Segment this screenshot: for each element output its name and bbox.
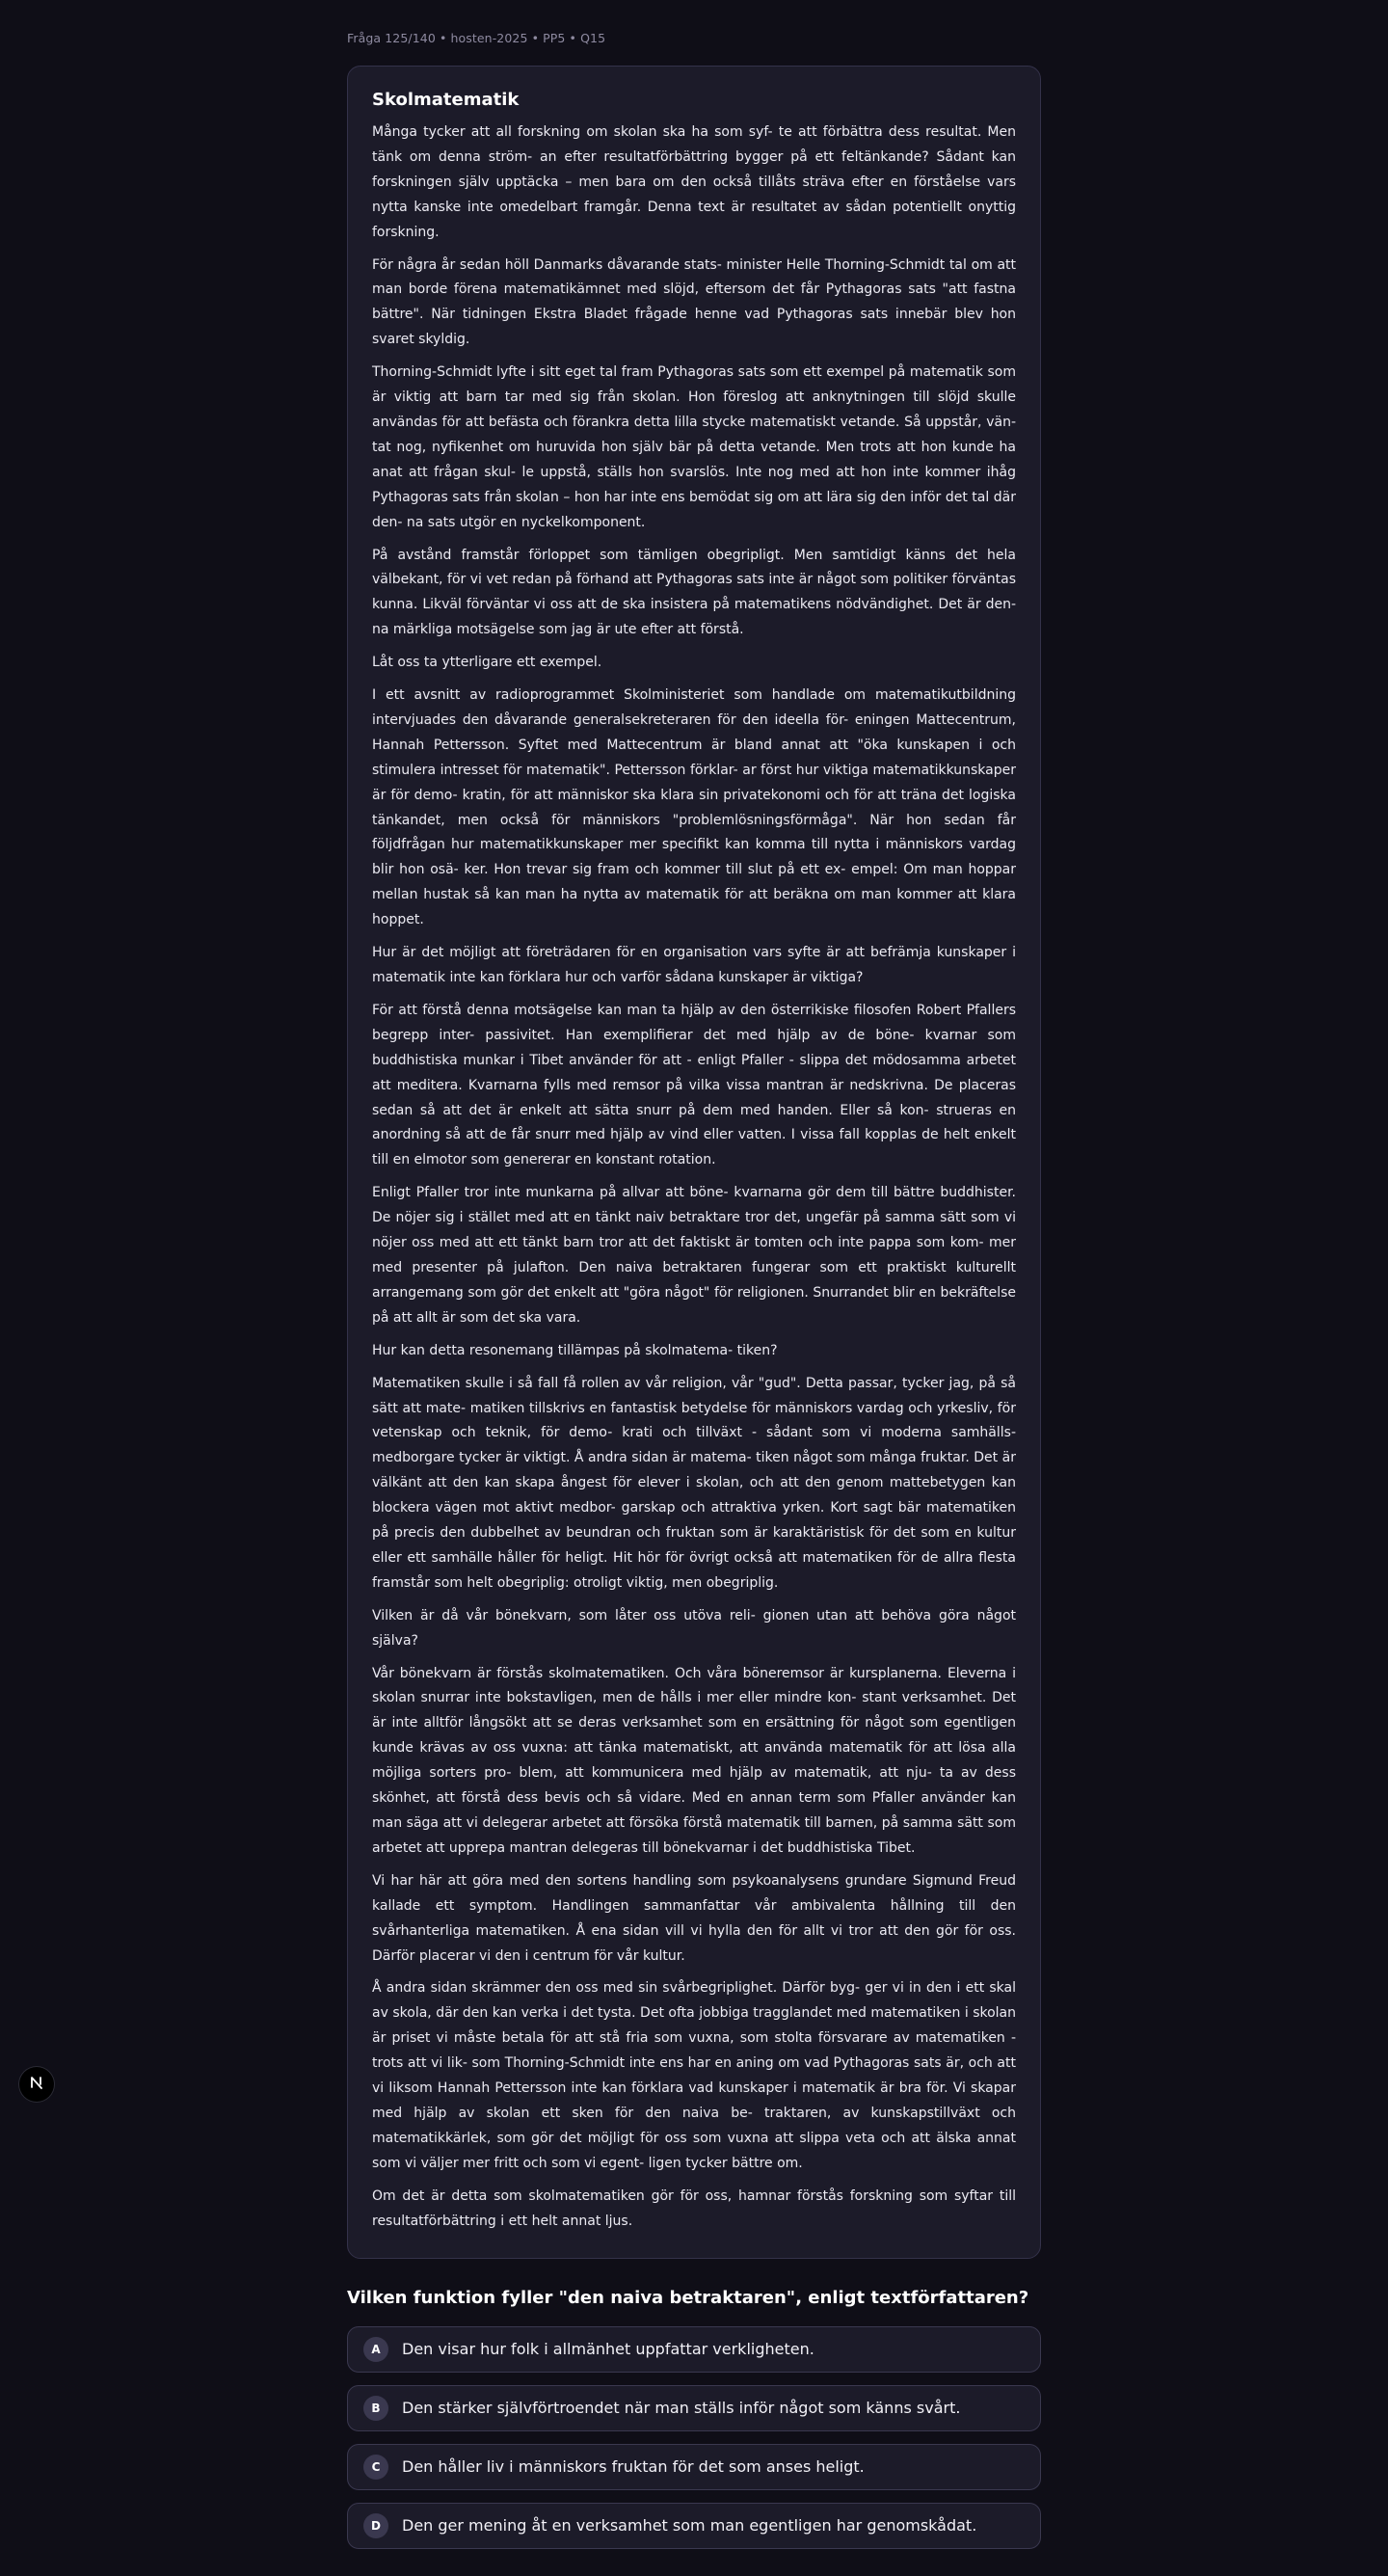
passage-paragraph: För att förstå denna motsägelse kan man ta hjälp av den österrikiske filosofen Robert Pfallers begrepp inter- passivitet. Han exemplifierar det med hjälp av de böne- kvarnar som buddhistiska munkar i Tibet använder för att - enligt Pfaller - slippa det mödosamma arbetet att meditera. Kvarnarna fylls med remsor på vilka vissa mantran är nedskrivna. De placeras sedan så att det är enkelt att sätta snurr på dem med handen. Eller så kon- strueras en anordning så att de får snurr med hjälp av vind eller vatten. I vissa fall kopplas de helt enkelt till en elmotor som genererar en konstant rotation. [372, 1002, 1016, 1168]
answer-options [347, 2326, 1041, 2549]
option-text: Den ger mening åt en verksamhet som man egentligen har genomskådat. [402, 2516, 977, 2535]
option-b[interactable] [347, 2385, 1041, 2431]
passage-paragraph: I ett avsnitt av radioprogrammet Skolministeriet som handlade om matematikutbildning intervjuades den dåvarande generalsekreteraren för den ideella för- eningen Mattecentrum, Hannah Pettersson. Syftet med Mattecentrum är bland annat att "öka kunskapen i och stimulera intresset för matematik". Pettersson förklar- ar först hur viktiga matematikkunskaper är för demo- kratin, för att människor ska klara sin privatekonomi och för att träna det logiska tänkandet, men också för människors "problemlösningsförmåga". När hon sedan får följdfrågan hur matematikkunskaper mer specifikt kan komma till nytta i människors vardag blir hon osä- ker. Hon trevar sig fram och kommer till slut på ett ex- empel: Om man hoppar mellan hustak så kan man ha nytta av matematik för att beräkna om man kommer att klara hoppet. [372, 687, 1016, 928]
passage-paragraph: Många tycker att all forskning om skolan ska ha som syf- te att förbättra dess resultat. Men tänk om denna ström- an efter resultatförbättring bygger på ett feltänkande? Sådant kan forskningen själv upptäcka – men bara om den också tillåts sträva efter en förståelse vars nytta kanske inte omedelbart framgår. Denna text är resultatet av sådan potentiellt onyttig forskning. [372, 124, 1016, 240]
passage-title: Skolmatematik [372, 90, 520, 110]
option-a[interactable] [347, 2326, 1041, 2373]
next-logo-button[interactable] [19, 2067, 54, 2102]
next-logo-icon [28, 2074, 45, 2095]
passage-paragraph: Hur är det möjligt att företrädaren för en organisation vars syfte är att befrämja kunskaper i matematik inte kan förklara hur och varför sådana kunskaper är viktiga? [372, 945, 1016, 985]
page-container [347, 0, 1041, 2562]
question-meta: Fråga 125/140 • hosten-2025 • PP5 • Q15 [347, 31, 606, 45]
question-text: Vilken funktion fyller "den naiva betraktaren", enligt textförfattaren? [347, 2287, 1029, 2308]
option-c[interactable] [347, 2444, 1041, 2490]
option-text: Den håller liv i människors fruktan för det som anses heligt. [402, 2457, 865, 2476]
passage-paragraph: Thorning-Schmidt lyfte i sitt eget tal fram Pythagoras sats som ett exempel på matematik som är viktig att barn tar med sig från skolan. Hon föreslog att anknytningen till slöjd skulle användas för att befästa och förankra detta lilla stycke matematiskt vetande. Så uppstår, vän- tat nog, nyfikenhet om huruvida hon själv bär på detta vetande. Men trots att hon kunde ha anat att frågan skul- le uppstå, ställs hon svarslös. Inte nog med att hon inte kommer ihåg Pythagoras sats från skolan – hon har inte ens bemödat sig om att lära sig den inför det tal där den- na sats utgör en nyckelkomponent. [372, 364, 1016, 530]
passage-paragraph: På avstånd framstår förloppet som tämligen obegripligt. Men samtidigt känns det hela välbekant, för vi vet redan på förhand att Pythagoras sats inte är något som politiker förväntas kunna. Likväl förväntar vi oss att de ska insistera på matematikens nödvändighet. Det är den- na märkliga motsägelse som jag är ute efter att förstå. [372, 547, 1016, 638]
passage-card [347, 66, 1041, 2259]
option-text: Den stärker självförtroendet när man ställs inför något som känns svårt. [402, 2399, 961, 2417]
passage-paragraph: Matematiken skulle i så fall få rollen av vår religion, vår "gud". Detta passar, tycker jag, på så sätt att mate- matiken tillskrivs en fantastisk betydelse för människors vardag och yrkesliv, för vetenskap och teknik, för demo- krati och tillväxt - sådant som vi moderna samhälls- medborgare tycker är viktigt. Å andra sidan är matema- tiken något som många fruktar. Det är välkänt att den kan skapa ångest för elever i skolan, och att den genom mattebetygen kan blockera vägen mot aktivt medbor- garskap och attraktiva yrken. Kort sagt bär matematiken på precis den dubbelhet av beundran och fruktan som är karaktäristisk för det som en kultur eller ett samhälle håller för heligt. Hit hör för övrigt också att matematiken för de allra flesta framstår som helt obegriplig: otroligt viktig, men obegriplig. [372, 1375, 1016, 1591]
passage-paragraph: Å andra sidan skrämmer den oss med sin svårbegriplighet. Därför byg- ger vi in den i ett skal av skola, där den kan verka i det tysta. Det ofta jobbiga tragglandet med matematiken i skolan är priset vi måste betala för att stå fria som vuxna, som stolta försvarare av matematiken - trots att vi lik- som Thorning-Schmidt inte ens har en aning om vad Pythagoras sats är, och att vi liksom Hannah Pettersson inte kan förklara vad kunskaper i matematik är bra för. Vi skapar med hjälp av skolan ett sken för den naiva be- traktaren, av kunskapstillväxt och matematikkärlek, som gör det möjligt för oss som vuxna att slippa veta och att älska annat som vi väljer mer fritt och som vi egent- ligen tycker bättre om. [372, 1980, 1016, 2171]
option-letter-badge: A [363, 2337, 388, 2362]
passage-paragraph: Hur kan detta resonemang tillämpas på skolmatema- tiken? [372, 1342, 778, 1358]
option-letter-badge: B [363, 2396, 388, 2421]
option-d[interactable] [347, 2503, 1041, 2549]
passage-body [372, 121, 1016, 2235]
passage-paragraph: Vi har här att göra med den sortens handling som psykoanalysens grundare Sigmund Freud kallade ett symptom. Handlingen sammanfattar vår ambivalenta hållning till den svårhanterliga matematiken. Å ena sidan vill vi hylla den för allt vi tror att den gör för oss. Därför placerar vi den i centrum för vår kultur. [372, 1872, 1016, 1964]
passage-paragraph: Om det är detta som skolmatematiken gör för oss, hamnar förstås forskning som syftar till resultatförbättring i ett helt annat ljus. [372, 2187, 1016, 2229]
option-letter-badge: C [363, 2455, 388, 2480]
option-letter-badge: D [363, 2513, 388, 2538]
passage-paragraph: Enligt Pfaller tror inte munkarna på allvar att böne- kvarnarna gör dem till bättre buddhister. De nöjer sig i stället med att en tänkt naiv betraktare tror det, ungefär på samma sätt som vi nöjer oss med att ett tänkt barn tror att det faktiskt är tomten och inte pappa som kom- mer med presenter på julafton. Den naiva betraktaren fungerar som ett praktiskt kulturellt arrangemang som gör det enkelt att "göra något" för religionen. Snurrandet blir en bekräftelse på att allt är som det ska vara. [372, 1185, 1016, 1326]
passage-paragraph: Låt oss ta ytterligare ett exempel. [372, 655, 602, 671]
passage-paragraph: Vår bönekvarn är förstås skolmatematiken. Och våra böneremsor är kursplanerna. Eleverna i skolan snurrar inte bokstavligen, men de hålls i mer eller mindre kon- stant verksamhet. Det är inte alltför långsökt att se deras verksamhet som en ersättning för något som egentligen kunde krävas av oss vuxna: att tänka matematiskt, att använda matematik för att lösa alla möjliga sorters pro- blem, att kommunicera med hjälp av matematik, att nju- ta av dess skönhet, att förstå dess bevis och så vidare. Med en annan term som Pfaller använder kan man säga att vi delegerar arbetet att försöka förstå matematik till barnen, på samma sätt som arbetet att upprepa mantran delegeras till bönekvarnar i det buddhistiska Tibet. [372, 1665, 1016, 1856]
passage-paragraph: Vilken är då vår bönekvarn, som låter oss utöva reli- gionen utan att behöva göra något själva? [372, 1607, 1016, 1649]
passage-paragraph: För några år sedan höll Danmarks dåvarande stats- minister Helle Thorning-Schmidt tal om att man borde förena matematikämnet med slöjd, eftersom det får Pythagoras sats "att fastna bättre". När tidningen Ekstra Bladet frågade henne vad Pythagoras sats innebär blev hon svaret skyldig. [372, 256, 1016, 348]
option-text: Den visar hur folk i allmänhet uppfattar verkligheten. [402, 2340, 814, 2358]
